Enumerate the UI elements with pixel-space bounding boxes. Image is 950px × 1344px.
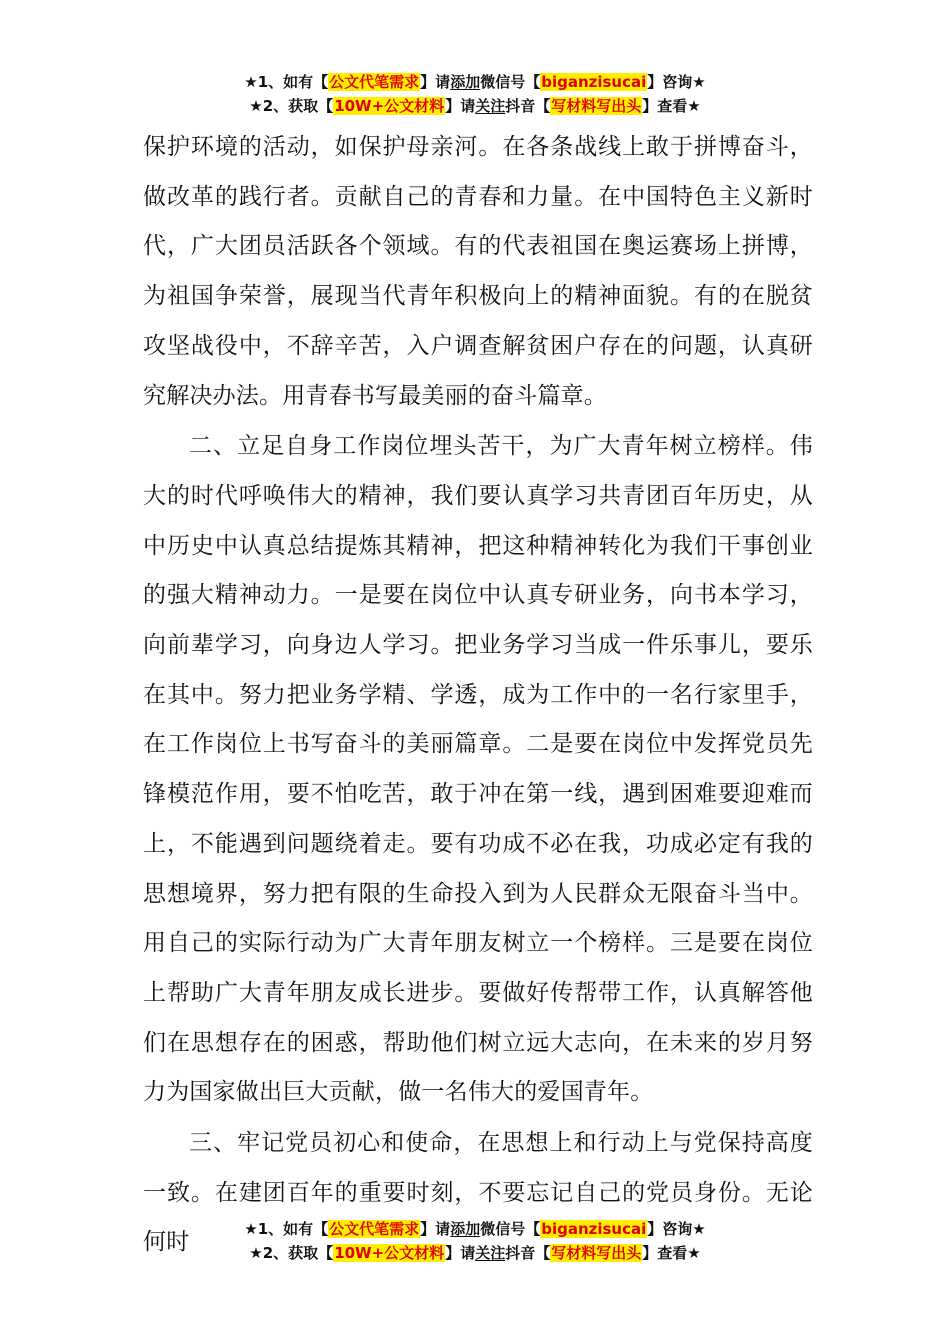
highlight-text: 公文代笔需求 [329,73,420,91]
banner-text: 】咨询★ [647,73,706,91]
banner-text: 】请 [445,97,476,115]
banner-text: 微信号【 [480,1220,541,1238]
banner-text: 】请 [420,1220,451,1238]
banner-text: 微信号【 [480,73,541,91]
footer-banner [0,1217,950,1265]
emphasis-text: 添加 [450,73,481,91]
banner-text: 】查看★ [642,97,701,115]
paragraph-continuation: 保护环境的活动，如保护母亲河。在各条战线上敢于拼博奋斗，做改革的践行者。贡献自己的青春和力量。在中国特色主义新时代，广大团员活跃各个领域。有的代表祖国在奥运赛场上拼博，为祖国争荣誉，展现当代青年积极向上的精神面貌。有的在脱贫攻坚战役中，不辞辛苦，入户调查解贫困户存在的问题，认真研究解决办法。用青春书写最美丽的奋斗篇章。 [143,134,813,409]
paragraph-section-three: 三、牢记党员初心和使命，在思想上和行动上与党保持高度一致。在建团百年的重要时刻，不要忘记自己的党员身份。无论何时 [143,1130,813,1256]
banner-line-2 [0,1241,950,1265]
banner-text: 抖音【 [505,1244,551,1262]
banner-text: 】查看★ [642,1244,701,1262]
banner-text: ★1、如有【 [244,1220,329,1238]
banner-text: 】咨询★ [647,1220,706,1238]
highlight-text: 公文代笔需求 [329,1220,420,1238]
document-body [143,123,813,1268]
wechat-id: biganzisucai [541,73,647,91]
banner-line-1 [0,1217,950,1241]
banner-text: 】请 [445,1244,476,1262]
highlight-text: 10W+公文材料 [334,1244,445,1262]
banner-text: ★1、如有【 [244,73,329,91]
douyin-account: 写材料写出头 [551,1244,642,1262]
banner-text: 】请 [420,73,451,91]
banner-line-2 [0,94,950,118]
banner-text: ★2、获取【 [249,97,334,115]
douyin-account: 写材料写出头 [551,97,642,115]
emphasis-text: 添加 [450,1220,481,1238]
banner-line-1 [0,70,950,94]
highlight-text: 10W+公文材料 [334,97,445,115]
emphasis-text: 关注 [475,97,506,115]
header-banner [0,70,950,118]
banner-text: ★2、获取【 [249,1244,334,1262]
emphasis-text: 关注 [475,1244,506,1262]
banner-text: 抖音【 [505,97,551,115]
paragraph-section-two: 二、立足自身工作岗位埋头苦干，为广大青年树立榜样。伟大的时代呼唤伟大的精神，我们要认真学习共青团百年历史，从中历史中认真总结提炼其精神，把这种精神转化为我们干事创业的强大精神动力。一是要在岗位中认真专研业务，向书本学习，向前辈学习，向身边人学习。把业务学习当成一件乐事儿，要乐在其中。努力把业务学精、学透，成为工作中的一名行家里手，在工作岗位上书写奋斗的美丽篇章。二是要在岗位中发挥党员先锋模范作用，要不怕吃苦，敢于冲在第一线，遇到困难要迎难而上，不能遇到问题绕着走。要有功成不必在我，功成必定有我的思想境界，努力把有限的生命投入到为人民群众无限奋斗当中。用自己的实际行动为广大青年朋友树立一个榜样。三是要在岗位上帮助广大青年朋友成长进步。要做好传帮带工作，认真解答他们在思想存在的困惑，帮助他们树立远大志向，在未来的岁月努力为国家做出巨大贡献，做一名伟大的爱国青年。 [143,433,813,1106]
wechat-id: biganzisucai [541,1220,647,1238]
